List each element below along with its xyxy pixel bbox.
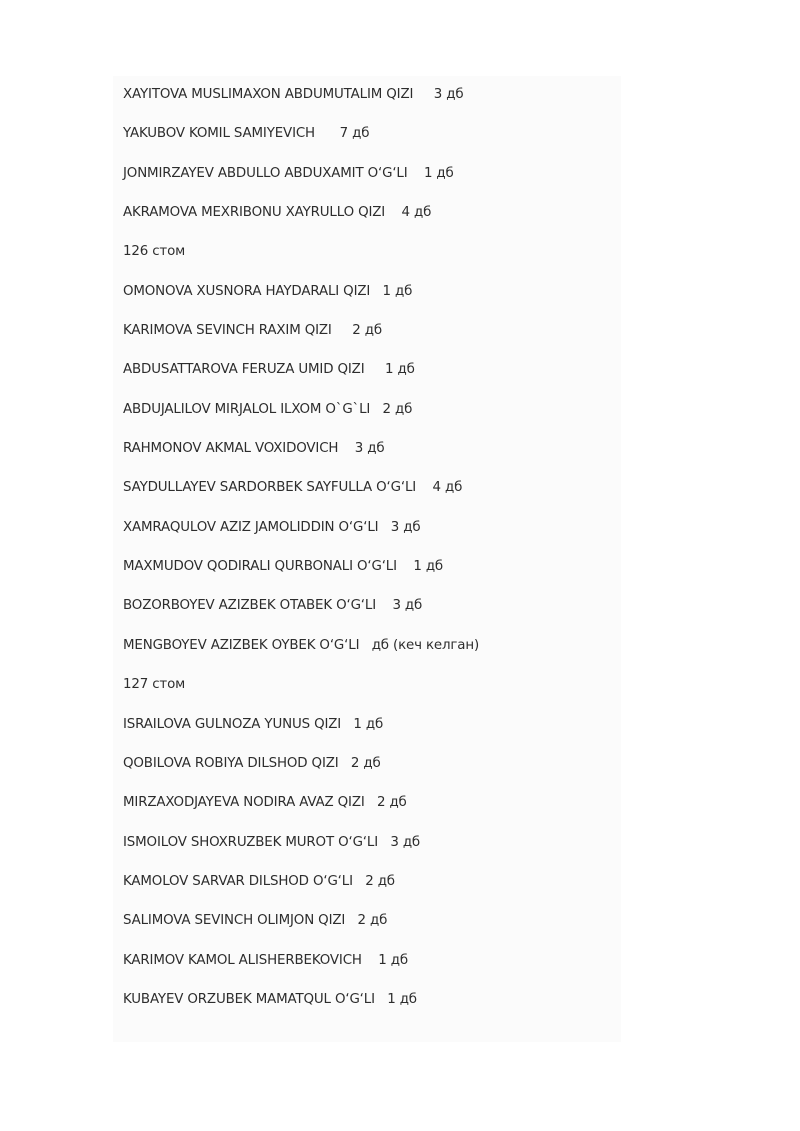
list-line: OMONOVA XUSNORA HAYDARALI QIZI 1 дб xyxy=(123,283,413,299)
list-line: KUBAYEV ORZUBEK MAMATQUL O‘G‘LI 1 дб xyxy=(123,991,417,1007)
list-line: JONMIRZAYEV ABDULLO ABDUXAMIT O‘G‘LI 1 дб xyxy=(123,165,454,181)
list-line: QOBILOVA ROBIYA DILSHOD QIZI 2 дб xyxy=(123,755,381,771)
list-line: AKRAMOVA MEXRIBONU XAYRULLO QIZI 4 дб xyxy=(123,205,432,221)
list-line: RAHMONOV AKMAL VOXIDOVICH 3 дб xyxy=(123,441,385,457)
list-line: MIRZAXODJAYEVA NODIRA AVAZ QIZI 2 дб xyxy=(123,795,407,811)
attendance-list xyxy=(123,84,683,1028)
list-line: KAMOLOV SARVAR DILSHOD O‘G‘LI 2 дб xyxy=(123,873,395,889)
list-line: ISMOILOV SHOXRUZBEK MUROT O‘G‘LI 3 дб xyxy=(123,834,421,850)
list-line: KARIMOVA SEVINCH RAXIM QIZI 2 дб xyxy=(123,323,382,339)
list-line: XAMRAQULOV AZIZ JAMOLIDDIN O‘G‘LI 3 дб xyxy=(123,519,421,535)
list-line: MENGBOYEV AZIZBEK OYBEK O‘G‘LI дб (кеч келган) xyxy=(123,637,480,653)
list-line: XAYITOVA MUSLIMAXON ABDUMUTALIM QIZI 3 дб xyxy=(123,87,464,102)
list-line: ABDUSATTAROVA FERUZA UMID QIZI 1 дб xyxy=(123,362,415,378)
group-heading: 127 стом xyxy=(123,677,186,693)
group-heading: 126 стом xyxy=(123,244,186,260)
list-line: ABDUJALILOV MIRJALOL ILXOM O`G`LI 2 дб xyxy=(123,401,413,417)
list-line: MAXMUDOV QODIRALI QURBONALI O‘G‘LI 1 дб xyxy=(123,559,444,575)
list-line: SALIMOVA SEVINCH OLIMJON QIZI 2 дб xyxy=(123,913,388,929)
list-line: ISRAILOVA GULNOZA YUNUS QIZI 1 дб xyxy=(123,716,384,732)
list-line: BOZORBOYEV AZIZBEK OTABEK O‘G‘LI 3 дб xyxy=(123,598,423,614)
list-line: YAKUBOV KOMIL SAMIYEVICH 7 дб xyxy=(123,126,370,142)
list-line: KARIMOV KAMOL ALISHERBEKOVICH 1 дб xyxy=(123,952,408,968)
list-line: SAYDULLAYEV SARDORBEK SAYFULLA O‘G‘LI 4 дб xyxy=(123,480,463,496)
